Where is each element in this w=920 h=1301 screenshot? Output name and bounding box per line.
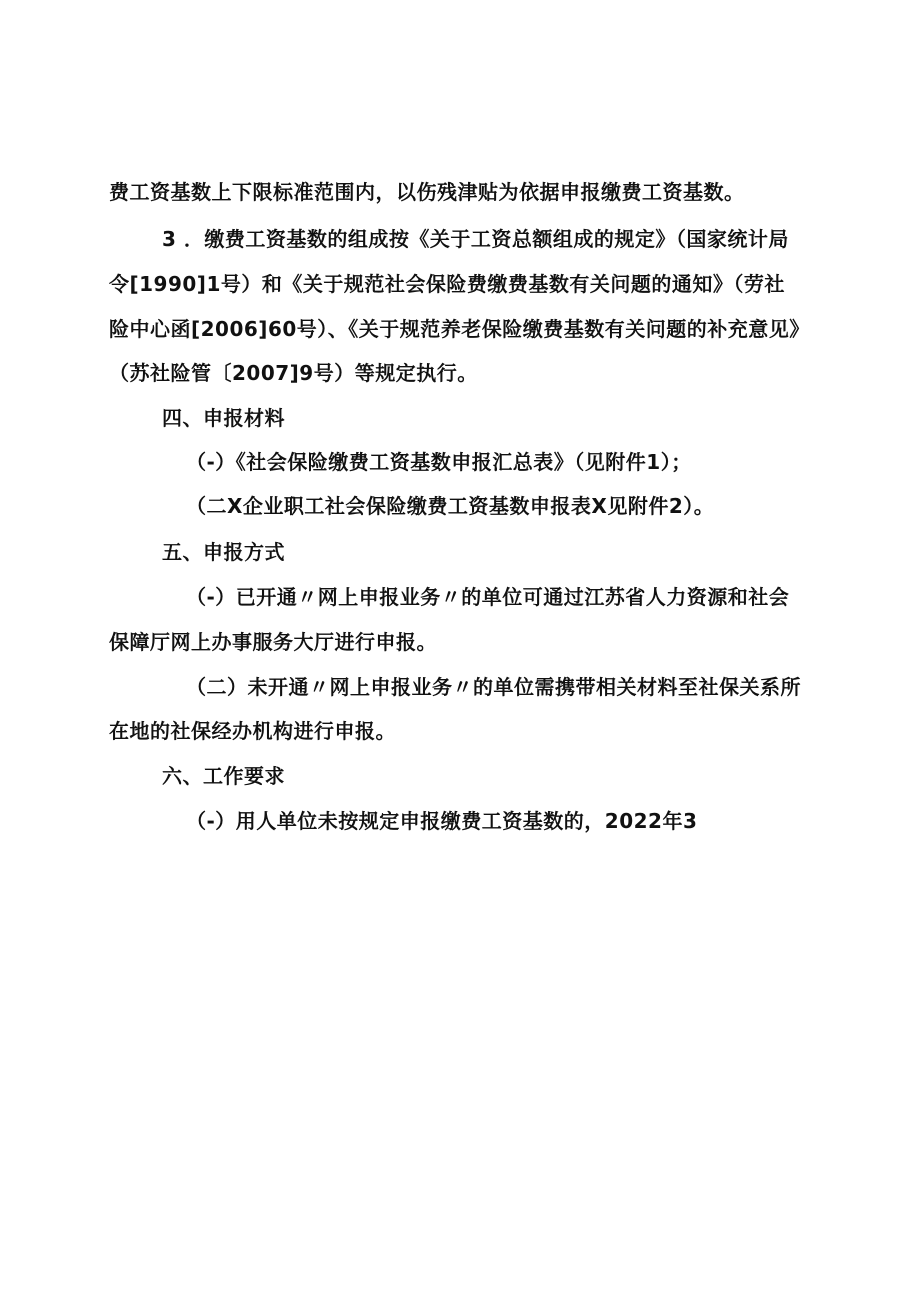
paragraph-method-1-line-2: 保障厅网上办事服务大厅进行申报。 (109, 630, 437, 654)
paragraph-method-1-line-1: （-）已开通〃网上申报业务〃的单位可通过江苏省人力资源和社会 (186, 585, 790, 609)
paragraph-line-3: 令[1990]1号）和《关于规范社会保险费缴费基数有关问题的通知》（劳社 (109, 272, 785, 296)
paragraph-line-5: （苏社险管〔2007]9号）等规定执行。 (109, 361, 478, 385)
section-heading-5: 五、申报方式 (162, 540, 285, 564)
paragraph-line-1: 费工资基数上下限标准范围内，以伤残津贴为依据申报缴费工资基数。 (109, 180, 745, 204)
section-heading-6: 六、工作要求 (162, 764, 285, 788)
paragraph-method-2-line-1: （二）未开通〃网上申报业务〃的单位需携带相关材料至社保关系所 (186, 675, 801, 699)
paragraph-line-2: 3 ．缴费工资基数的组成按《关于工资总额组成的规定》（国家统计局 (162, 227, 789, 251)
list-item-material-1: （-）《社会保险缴费工资基数申报汇总表》（见附件1）； (186, 450, 692, 474)
section-heading-4: 四、申报材料 (162, 406, 285, 430)
paragraph-requirement-1-line-1: （-）用人单位未按规定申报缴费工资基数的，2022年3 (186, 809, 698, 833)
paragraph-line-4: 险中心函[2006]60号）、《关于规范养老保险缴费基数有关问题的补充意见》 (109, 317, 810, 341)
paragraph-method-2-line-2: 在地的社保经办机构进行申报。 (109, 719, 396, 743)
list-item-material-2: （二X企业职工社会保险缴费工资基数申报表X见附件2）。 (186, 494, 715, 518)
